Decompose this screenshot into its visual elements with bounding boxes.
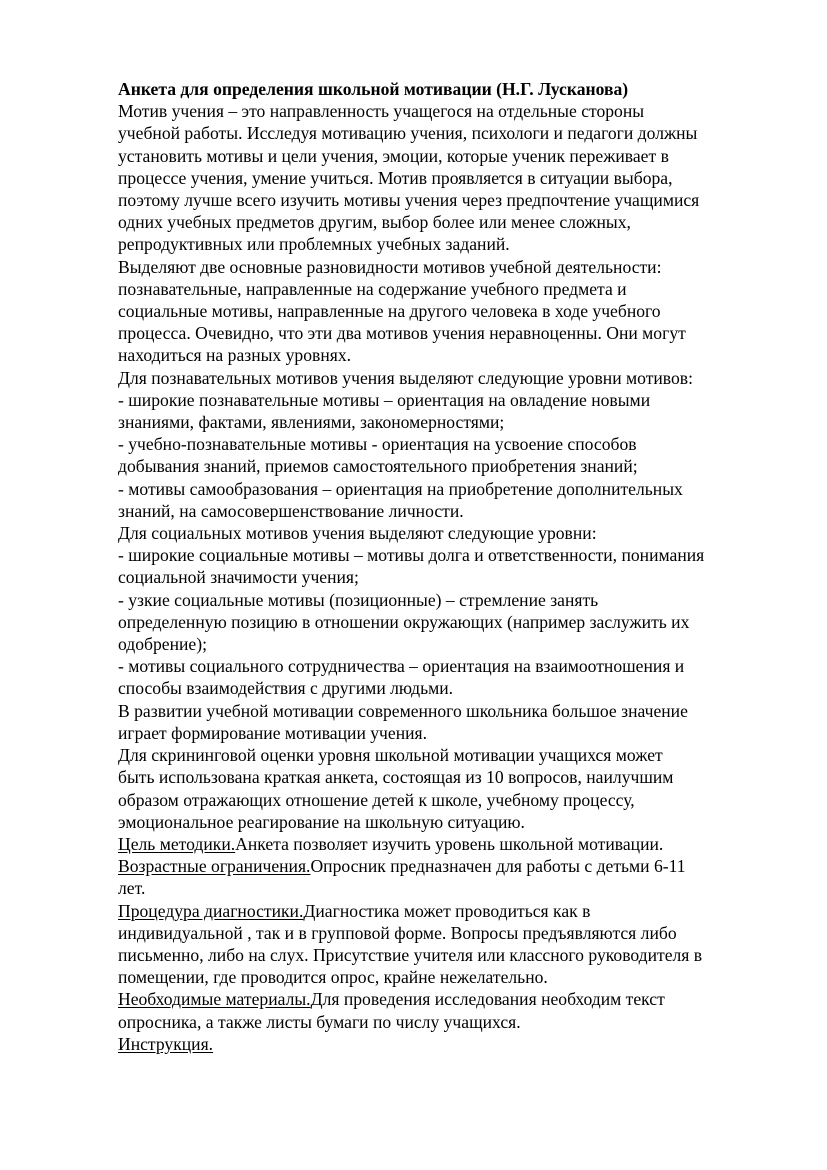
text-line: письменно, либо на слух. Присутствие учителя или классного руководителя в	[118, 944, 703, 965]
text-line: индивидуальной , так и в групповой форме. Вопросы предъявляются либо	[118, 922, 677, 943]
list-item-line: - учебно-познавательные мотивы - ориентация на усвоение способов	[118, 434, 637, 455]
section-text-procedure: Диагностика может проводиться как в	[303, 900, 591, 921]
text-line: процесса. Очевидно, что эти два мотивов учения неравноценны. Они могут	[118, 323, 686, 344]
list-item-line: - мотивы самообразования – ориентация на приобретение дополнительных	[118, 478, 683, 499]
text-line: помещении, где проводится опрос, крайне нежелательно.	[118, 967, 548, 988]
text-line: познавательные, направленные на содержание учебного предмета и	[118, 278, 627, 299]
section-age	[118, 855, 778, 899]
section-label-age: Возрастные ограничения.	[118, 856, 311, 877]
list-item-line: способы взаимодействия с другими людьми.	[118, 678, 454, 699]
section-text-age-cont: лет.	[118, 878, 146, 899]
paragraph-motivation-development	[118, 700, 778, 744]
section-label-instruction: Инструкция.	[118, 1033, 214, 1054]
section-label-goal: Цель методики.	[118, 833, 236, 854]
text-line: Выделяют две основные разновидности мотивов учебной деятельности:	[118, 256, 662, 277]
text-line: Для социальных мотивов учения выделяют следующие уровни:	[118, 523, 597, 544]
paragraph-motive-types	[118, 256, 778, 367]
text-line: В развитии учебной мотивации современного школьника большое значение	[118, 700, 688, 721]
text-line: быть использована краткая анкета, состоящая из 10 вопросов, наилучшим	[118, 767, 674, 788]
text-line: Для скрининговой оценки уровня школьной мотивации учащихся может	[118, 745, 663, 766]
section-materials	[118, 988, 778, 1032]
text-line: одних учебных предметов другим, выбор более или менее сложных,	[118, 212, 631, 233]
section-procedure	[118, 900, 778, 989]
text-line: социальные мотивы, направленные на другого человека в ходе учебного	[118, 301, 661, 322]
list-item-line: добывания знаний, приемов самостоятельного приобретения знаний;	[118, 456, 638, 477]
text-line: находиться на разных уровнях.	[118, 345, 352, 366]
text-line: образом отражающих отношение детей к школе, учебному процессу,	[118, 789, 635, 810]
paragraph-cognitive-levels	[118, 367, 778, 522]
section-text-materials-cont: опросника, а также листы бумаги по числу учащихся.	[118, 1011, 521, 1032]
text-line: Для познавательных мотивов учения выделяют следующие уровни мотивов:	[118, 367, 693, 388]
list-item-line: - широкие социальные мотивы – мотивы долга и ответственности, понимания	[118, 545, 705, 566]
section-text-materials: Для проведения исследования необходим текст	[310, 989, 665, 1010]
text-line: репродуктивных или проблемных учебных заданий.	[118, 234, 510, 255]
list-item-line: определенную позицию в отношении окружающих (например заслужить их	[118, 611, 690, 632]
list-item-line: знаний, на самосовершенствование личности.	[118, 500, 464, 521]
document-page	[118, 78, 778, 1055]
section-label-materials: Необходимые материалы.	[118, 989, 311, 1010]
text-line: играет формирование мотивации учения.	[118, 722, 428, 743]
text-line: учебной работы. Исследуя мотивацию учения, психологи и педагоги должны	[118, 123, 698, 144]
section-text-age: Опросник предназначен для работы с детьми 6-11	[310, 856, 686, 877]
section-label-procedure: Процедура диагностики.	[118, 900, 304, 921]
section-goal	[118, 833, 778, 855]
list-item-line: социальной значимости учения;	[118, 567, 359, 588]
text-line: Мотив учения – это направленность учащегося на отдельные стороны	[118, 101, 645, 122]
paragraph-social-levels	[118, 522, 778, 700]
section-instruction	[118, 1033, 778, 1055]
text-line: эмоциональное реагирование на школьную ситуацию.	[118, 811, 525, 832]
text-line: установить мотивы и цели учения, эмоции, которые ученик переживает в	[118, 145, 669, 166]
paragraph-screening	[118, 744, 778, 833]
list-item-line: - мотивы социального сотрудничества – ориентация на взаимоотношения и	[118, 656, 685, 677]
list-item-line: - широкие познавательные мотивы – ориентация на овладение новыми	[118, 389, 651, 410]
text-line: поэтому лучше всего изучить мотивы учения через предпочтение учащимися	[118, 190, 700, 211]
document-title: Анкета для определения школьной мотивации (Н.Г. Лусканова)	[118, 79, 629, 99]
text-line: процессе учения, умение учиться. Мотив проявляется в ситуации выбора,	[118, 167, 673, 188]
paragraph-motive-definition	[118, 100, 778, 255]
list-item-line: одобрение);	[118, 634, 207, 655]
list-item-line: - узкие социальные мотивы (позиционные) – стремление занять	[118, 589, 599, 610]
list-item-line: знаниями, фактами, явлениями, закономерностями;	[118, 412, 505, 433]
section-text-goal: Анкета позволяет изучить уровень школьной мотивации.	[235, 833, 664, 854]
